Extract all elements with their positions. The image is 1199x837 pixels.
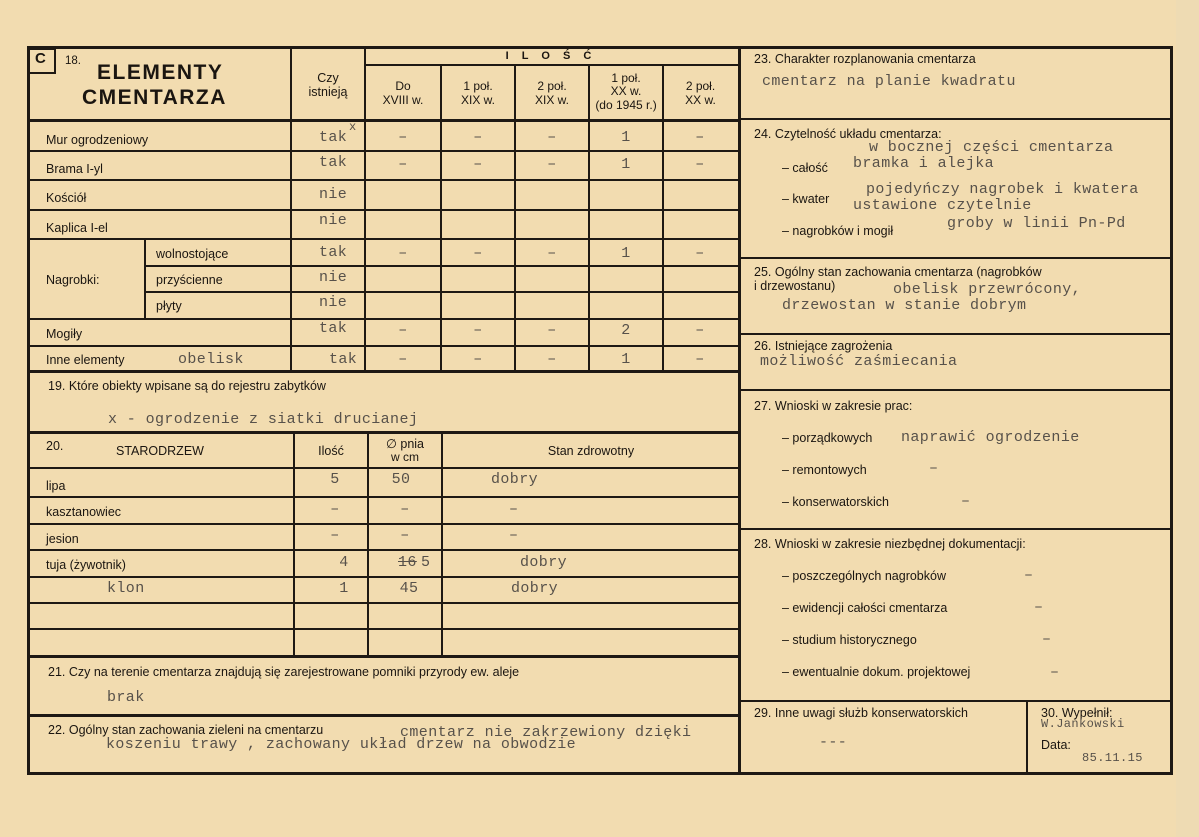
period-header: 2 poł. <box>537 79 567 93</box>
period-header: 1 poł. <box>463 79 493 93</box>
exists-value: tak <box>329 351 358 368</box>
quantity-cell: – <box>547 156 557 173</box>
grid-line <box>27 628 739 630</box>
tree-count: 4 <box>339 554 349 571</box>
period-header: XVIII w. <box>382 93 424 107</box>
s27-row-value: – <box>929 460 939 477</box>
quantity-cell: – <box>473 156 483 173</box>
s28-row-value: – <box>1042 631 1052 648</box>
s24-row-value: pojedyńczy nagrobek i kwatera <box>866 181 1139 198</box>
element-label: Inne elementy <box>46 353 125 367</box>
s30-date-label: Data: <box>1041 738 1071 752</box>
s19-value: x - ogrodzenie z siatki drucianej <box>108 411 419 428</box>
tree-health: dobry <box>491 471 539 488</box>
grid-line <box>27 523 739 525</box>
s27-row-label: – remontowych <box>782 463 867 477</box>
grid-line <box>27 576 739 578</box>
quantity-cell: – <box>547 322 557 339</box>
tree-name: tuja (żywotnik) <box>46 558 126 572</box>
exists-value: tak <box>319 320 348 337</box>
quantity-cell: – <box>695 129 705 146</box>
tree-name: jesion <box>46 532 79 546</box>
s28-row-value: – <box>1034 599 1044 616</box>
quantity-cell: – <box>398 156 408 173</box>
section-letter: C <box>35 50 46 67</box>
period-header: (do 1945 r.) <box>595 98 657 112</box>
tree-name: kasztanowiec <box>46 505 122 519</box>
s20-diameter-unit: w cm <box>391 450 419 464</box>
grid-line <box>27 549 739 551</box>
grid-line <box>27 150 739 152</box>
frame-line <box>738 772 1173 775</box>
s25-label-line2: i drzewostanu) <box>754 279 836 293</box>
s30-label: 30. Wypełnił: <box>1041 706 1113 720</box>
s21-value: brak <box>107 689 145 706</box>
period-header: Do <box>395 79 411 93</box>
grid-line <box>293 432 295 656</box>
s26-value: możliwość zaśmiecania <box>760 353 958 370</box>
s28-row-label: – ewentualnie dokum. projektowej <box>782 665 971 679</box>
grid-line <box>738 118 1170 120</box>
quantity-cell: – <box>695 351 705 368</box>
exists-header-2: istnieją <box>308 85 348 99</box>
frame-line <box>738 46 1173 49</box>
s22-value-line1: cmentarz nie zakrzewiony dzięki <box>400 724 692 741</box>
grid-line <box>441 432 443 656</box>
s28-label: 28. Wnioski w zakresie niezbędnej dokumentacji: <box>754 537 1026 551</box>
exists-value: nie <box>319 212 348 229</box>
s28-row-label: – studium historycznego <box>782 633 917 647</box>
frame-line <box>27 46 30 775</box>
frame-line <box>27 772 742 775</box>
grid-line <box>738 389 1170 391</box>
grid-line <box>367 432 369 656</box>
tree-diameter: – <box>400 527 410 544</box>
tree-diameter: – <box>400 501 410 518</box>
grid-line <box>27 209 739 211</box>
exists-value: tak <box>319 154 348 171</box>
tree-diameter: 45 <box>399 580 419 597</box>
card-edge <box>1176 0 1199 837</box>
s30-name: W.Jankowski <box>1041 717 1125 731</box>
exists-value: nie <box>319 186 348 203</box>
s29-label: 29. Inne uwagi służb konserwatorskich <box>754 706 969 720</box>
quantity-header: I L O Ś Ć <box>505 50 597 62</box>
grid-line <box>738 528 1170 530</box>
grid-line <box>27 496 739 498</box>
s24-label: 24. Czytelność układu cmentarza: <box>754 127 942 141</box>
quantity-cell: – <box>473 245 483 262</box>
frame-line <box>738 46 741 775</box>
section-number: 18. <box>65 55 81 67</box>
grid-line <box>27 467 739 469</box>
grid-line <box>27 345 739 347</box>
s25-value-line2: drzewostan w stanie dobrym <box>782 297 1027 314</box>
section-title-line1: ELEMENTY <box>97 61 224 84</box>
grid-line <box>27 602 739 604</box>
nagrobki-label: Nagrobki: <box>46 273 100 287</box>
s22-label: 22. Ogólny stan zachowania zieleni na cmentarzu <box>48 723 324 737</box>
grid-line <box>1026 700 1028 774</box>
element-label: Mogiły <box>46 327 83 341</box>
s30-date: 85.11.15 <box>1082 751 1143 765</box>
quantity-cell: – <box>473 351 483 368</box>
s23-label: 23. Charakter rozplanowania cmentarza <box>754 52 976 66</box>
s21-label: 21. Czy na terenie cmentarza znajdują się zarejestrowane pomniki przyrody ew. aleje <box>48 665 520 679</box>
s25-label-line1: 25. Ogólny stan zachowania cmentarza (nagrobków <box>754 265 1042 279</box>
grid-line <box>27 318 739 320</box>
exists-mark: x <box>349 120 357 134</box>
element-label: płyty <box>156 299 182 313</box>
grid-line <box>27 119 739 122</box>
grid-line <box>27 238 739 240</box>
section-title-line2: CMENTARZA <box>82 86 227 109</box>
frame-line <box>1170 46 1173 775</box>
s27-label: 27. Wnioski w zakresie prac: <box>754 399 913 413</box>
tree-count: 1 <box>339 580 349 597</box>
s23-value: cmentarz na planie kwadratu <box>762 73 1016 90</box>
quantity-cell: – <box>473 322 483 339</box>
quantity-cell: 1 <box>621 156 631 173</box>
element-label: Kościół <box>46 191 87 205</box>
s27-row-value: naprawić ogrodzenie <box>901 429 1080 446</box>
grid-line <box>27 714 739 717</box>
element-label: przyścienne <box>156 273 223 287</box>
tree-health: dobry <box>511 580 559 597</box>
quantity-cell: – <box>473 129 483 146</box>
period-header: XX w. <box>610 84 642 98</box>
period-header: 2 poł. <box>685 79 716 93</box>
exists-value: nie <box>319 269 348 286</box>
tree-health: – <box>509 527 519 544</box>
quantity-cell: 2 <box>621 322 631 339</box>
element-label: Mur ogrodzeniowy <box>46 133 149 147</box>
s22-value-line2: koszeniu trawy , zachowany układ drzew na obwodzie <box>106 736 577 753</box>
quantity-cell: – <box>695 156 705 173</box>
grid-line <box>738 257 1170 259</box>
s27-row-label: – porządkowych <box>782 431 873 445</box>
exists-value: tak <box>319 129 348 146</box>
quantity-cell: 1 <box>621 129 631 146</box>
s28-row-label: – poszczególnych nagrobków <box>782 569 946 583</box>
tree-count: – <box>330 501 340 518</box>
exists-header-1: Czy <box>317 71 339 85</box>
tree-diameter: 5 <box>421 554 431 571</box>
element-extra: obelisk <box>178 351 244 368</box>
quantity-cell: 1 <box>621 351 631 368</box>
grid-line <box>27 179 739 181</box>
grid-line <box>364 64 739 66</box>
element-label: Kaplica I-el <box>46 221 108 235</box>
quantity-cell: – <box>398 322 408 339</box>
grid-line <box>27 655 739 658</box>
tree-name: klon <box>107 580 145 597</box>
quantity-cell: – <box>547 129 557 146</box>
grid-line <box>27 370 739 373</box>
quantity-cell: – <box>547 245 557 262</box>
s24-row-value: groby w linii Pn-Pd <box>947 215 1126 232</box>
period-header: XIX w. <box>460 93 495 107</box>
s25-value-line1: obelisk przewrócony, <box>893 281 1082 298</box>
tree-name: lipa <box>46 479 66 493</box>
quantity-cell: – <box>398 245 408 262</box>
exists-value: nie <box>319 294 348 311</box>
tree-count: 5 <box>330 471 340 488</box>
period-header: 1 poł. <box>611 71 641 85</box>
s24-row-label: – nagrobków i mogił <box>782 224 894 238</box>
exists-value: tak <box>319 244 348 261</box>
s26-label: 26. Istniejące zagrożenia <box>754 339 893 353</box>
period-header: XX w. <box>685 93 716 107</box>
s24-row-value: ustawione czytelnie <box>853 197 1032 214</box>
s20-count-header: Ilość <box>318 444 344 458</box>
s28-row-value: – <box>1024 567 1034 584</box>
element-label: wolnostojące <box>156 247 229 261</box>
s19-label: 19. Które obiekty wpisane są do rejestru zabytków <box>48 379 326 393</box>
s24-row-label: – całość <box>782 161 828 175</box>
s20-diameter-header: ∅ pnia <box>386 437 424 451</box>
s27-row-label: – konserwatorskich <box>782 495 889 509</box>
tree-health: dobry <box>520 554 568 571</box>
element-label: Brama I-yl <box>46 162 103 176</box>
s20-title: STARODRZEW <box>116 444 204 458</box>
s29-value: --- <box>819 734 848 751</box>
grid-line <box>738 700 1170 702</box>
tree-diameter: 50 <box>391 471 411 488</box>
grid-line <box>144 238 146 318</box>
grid-line <box>27 431 739 434</box>
tree-diameter-struck: 16 <box>398 554 417 571</box>
tree-health: – <box>509 501 519 518</box>
s24-row-label: – kwater <box>782 192 830 206</box>
tree-count: – <box>330 527 340 544</box>
s27-row-value: – <box>961 493 971 510</box>
s28-row-label: – ewidencji całości cmentarza <box>782 601 948 615</box>
quantity-cell: – <box>398 351 408 368</box>
s24-note: w bocznej części cmentarza <box>869 139 1114 156</box>
s20-number: 20. <box>46 439 64 453</box>
s20-health-header: Stan zdrowotny <box>547 444 635 458</box>
grid-line <box>738 333 1170 335</box>
quantity-cell: – <box>398 129 408 146</box>
quantity-cell: – <box>695 322 705 339</box>
s28-row-value: – <box>1050 664 1060 681</box>
quantity-cell: – <box>695 245 705 262</box>
quantity-cell: – <box>547 351 557 368</box>
quantity-cell: 1 <box>621 245 631 262</box>
period-header: XIX w. <box>534 93 569 107</box>
s24-row-value: bramka i alejka <box>853 155 995 172</box>
